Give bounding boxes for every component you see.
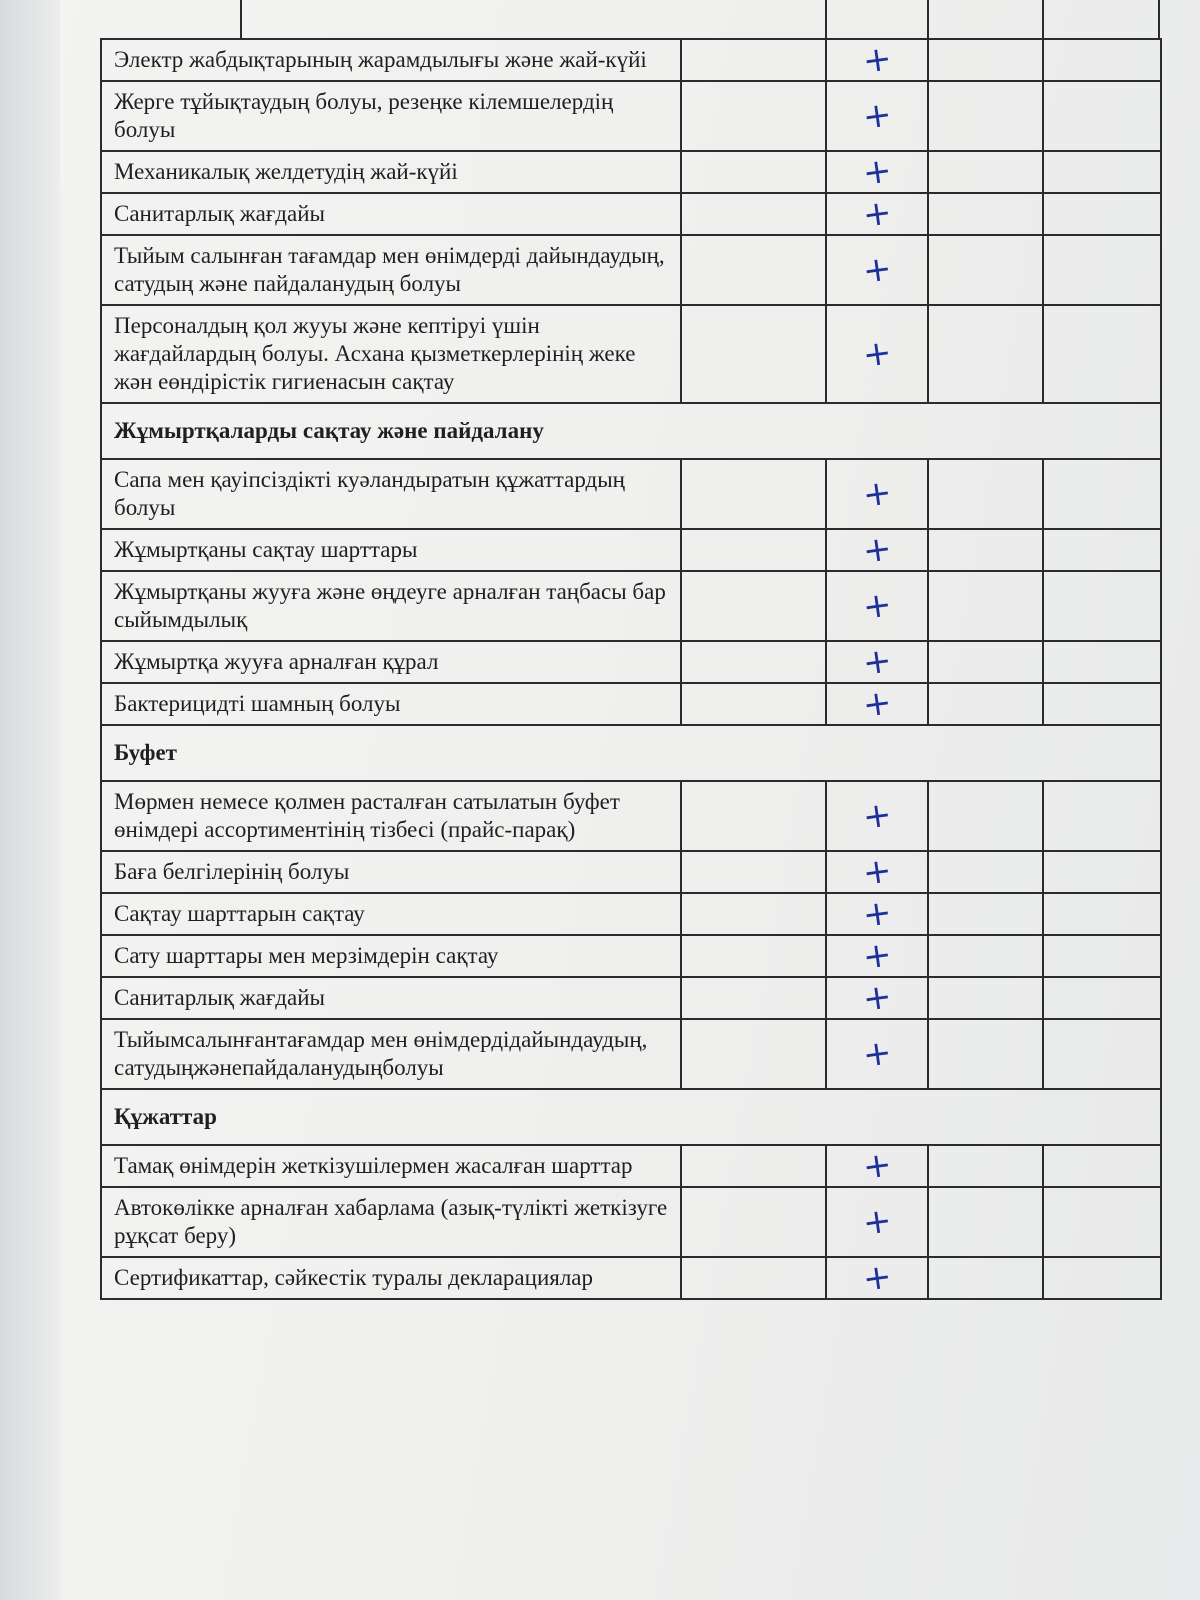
empty-cell — [681, 977, 826, 1019]
criterion-text: Бактерицидті шамның болуы — [101, 683, 681, 725]
check-cell — [826, 571, 928, 641]
empty-cell — [681, 571, 826, 641]
check-cell — [826, 781, 928, 851]
empty-cell — [1043, 1187, 1161, 1257]
empty-cell — [928, 1257, 1043, 1299]
handwritten-plus-mark: + — [860, 38, 894, 82]
empty-cell — [1043, 851, 1161, 893]
criterion-text: Санитарлық жағдайы — [101, 977, 681, 1019]
checklist-row — [101, 305, 1161, 403]
check-cell — [826, 1019, 928, 1089]
empty-cell — [681, 1187, 826, 1257]
check-cell — [826, 1257, 928, 1299]
check-cell — [826, 151, 928, 193]
criterion-text: Жұмыртқаны жууға және өңдеуге арналған таңбасы бар сыйымдылық — [101, 571, 681, 641]
section-row — [101, 403, 1161, 459]
empty-cell — [681, 529, 826, 571]
empty-cell — [681, 151, 826, 193]
check-cell — [826, 235, 928, 305]
criterion-text: Механикалық желдетудің жай-күйі — [101, 151, 681, 193]
empty-cell — [928, 1187, 1043, 1257]
check-cell — [826, 529, 928, 571]
empty-cell — [1043, 39, 1161, 81]
empty-cell — [681, 305, 826, 403]
empty-cell — [1043, 935, 1161, 977]
empty-cell — [928, 151, 1043, 193]
empty-cell — [928, 81, 1043, 151]
empty-cell — [681, 459, 826, 529]
empty-cell — [1043, 781, 1161, 851]
empty-cell — [681, 1019, 826, 1089]
criterion-text: Жұмыртқаны сақтау шарттары — [101, 529, 681, 571]
criterion-text: Автокөлікке арналған хабарлама (азық-түлікті жеткізуге рұқсат беру) — [101, 1187, 681, 1257]
empty-cell — [681, 1145, 826, 1187]
section-row — [101, 725, 1161, 781]
criterion-text: Мөрмен немесе қолмен расталған сатылатын буфет өнімдері ассортиментінің тізбесі (прайс-парақ) — [101, 781, 681, 851]
criterion-text: Сату шарттары мен мерзімдерін сақтау — [101, 935, 681, 977]
empty-cell — [1043, 529, 1161, 571]
criterion-text: Тыйымсалынғантағамдар мен өнімдердідайындаудың, сатудыңжәнепайдаланудыңболуы — [101, 1019, 681, 1089]
handwritten-plus-mark: + — [860, 976, 894, 1020]
empty-cell — [1043, 1257, 1161, 1299]
checklist-body — [101, 39, 1161, 1299]
check-cell — [826, 459, 928, 529]
empty-cell — [928, 977, 1043, 1019]
empty-cell — [928, 851, 1043, 893]
checklist-row — [101, 1145, 1161, 1187]
empty-cell — [681, 641, 826, 683]
empty-cell — [1043, 1145, 1161, 1187]
handwritten-plus-mark: + — [860, 528, 894, 572]
section-heading: Буфет — [101, 725, 1161, 781]
empty-cell — [928, 641, 1043, 683]
empty-cell — [681, 683, 826, 725]
empty-cell — [681, 235, 826, 305]
empty-cell — [928, 781, 1043, 851]
checklist-row — [101, 1257, 1161, 1299]
empty-cell — [928, 193, 1043, 235]
empty-cell — [681, 781, 826, 851]
criterion-text: Электр жабдықтарының жарамдылығы және жай-күйі — [101, 39, 681, 81]
empty-cell — [928, 935, 1043, 977]
section-heading: Құжаттар — [101, 1089, 1161, 1145]
empty-cell — [681, 1257, 826, 1299]
empty-cell — [1043, 459, 1161, 529]
empty-cell — [1043, 571, 1161, 641]
check-cell — [826, 977, 928, 1019]
criterion-text: Сақтау шарттарын сақтау — [101, 893, 681, 935]
empty-cell — [681, 193, 826, 235]
handwritten-plus-mark: + — [860, 850, 894, 894]
criterion-text: Жұмыртқа жууға арналған құрал — [101, 641, 681, 683]
check-cell — [826, 81, 928, 151]
check-cell — [826, 893, 928, 935]
criterion-text: Жерге тұйықтаудың болуы, резеңке кілемшелердің болуы — [101, 81, 681, 151]
page-edge-shadow — [0, 0, 60, 1600]
empty-cell — [928, 571, 1043, 641]
check-cell — [826, 305, 928, 403]
checklist-row — [101, 193, 1161, 235]
handwritten-plus-mark: + — [860, 1256, 894, 1300]
empty-cell — [1043, 683, 1161, 725]
handwritten-plus-mark: + — [860, 584, 894, 628]
check-cell — [826, 193, 928, 235]
checklist-row — [101, 977, 1161, 1019]
checklist-row — [101, 81, 1161, 151]
check-cell — [826, 683, 928, 725]
empty-cell — [681, 935, 826, 977]
empty-cell — [681, 39, 826, 81]
empty-cell — [928, 1019, 1043, 1089]
check-cell — [826, 1145, 928, 1187]
check-cell — [826, 851, 928, 893]
check-cell — [826, 935, 928, 977]
handwritten-plus-mark: + — [860, 1144, 894, 1188]
checklist-row — [101, 851, 1161, 893]
empty-cell — [1043, 235, 1161, 305]
empty-cell — [928, 459, 1043, 529]
criterion-text: Сертификаттар, сәйкестік туралы декларациялар — [101, 1257, 681, 1299]
checklist-row — [101, 151, 1161, 193]
checklist-row — [101, 893, 1161, 935]
checklist-row — [101, 529, 1161, 571]
empty-cell — [1043, 977, 1161, 1019]
checklist-row — [101, 1019, 1161, 1089]
checklist-row — [101, 935, 1161, 977]
handwritten-plus-mark: + — [860, 248, 894, 292]
empty-cell — [1043, 193, 1161, 235]
empty-cell — [928, 529, 1043, 571]
empty-cell — [1043, 151, 1161, 193]
empty-cell — [1043, 641, 1161, 683]
criterion-text: Тыйым салынған тағамдар мен өнімдерді дайындаудың, сатудың және пайдаланудың болуы — [101, 235, 681, 305]
empty-cell — [681, 81, 826, 151]
section-heading: Жұмыртқаларды сақтау және пайдалану — [101, 403, 1161, 459]
check-cell — [826, 39, 928, 81]
handwritten-plus-mark: + — [860, 794, 894, 838]
checklist-row — [101, 571, 1161, 641]
criterion-text: Баға белгілерінің болуы — [101, 851, 681, 893]
criterion-text: Санитарлық жағдайы — [101, 193, 681, 235]
handwritten-plus-mark: + — [860, 150, 894, 194]
handwritten-plus-mark: + — [860, 1200, 894, 1244]
empty-cell — [1043, 893, 1161, 935]
checklist-row — [101, 641, 1161, 683]
check-cell — [826, 641, 928, 683]
criterion-text: Тамақ өнімдерін жеткізушілермен жасалған шарттар — [101, 1145, 681, 1187]
empty-cell — [928, 893, 1043, 935]
section-row — [101, 1089, 1161, 1145]
empty-cell — [928, 1145, 1043, 1187]
empty-cell — [928, 305, 1043, 403]
handwritten-plus-mark: + — [860, 682, 894, 726]
checklist-row — [101, 781, 1161, 851]
criterion-text: Персоналдың қол жууы және кептіруі үшін жағдайлардың болуы. Асхана қызметкерлерінің жеке жән еөндірістік гигиенасын сақтау — [101, 305, 681, 403]
handwritten-plus-mark: + — [860, 1032, 894, 1076]
criterion-text: Сапа мен қауіпсіздікті куәландыратын құжаттардың болуы — [101, 459, 681, 529]
handwritten-plus-mark: + — [860, 892, 894, 936]
checklist-table — [100, 38, 1162, 1300]
empty-cell — [928, 235, 1043, 305]
handwritten-plus-mark: + — [860, 640, 894, 684]
handwritten-plus-mark: + — [860, 332, 894, 376]
empty-cell — [681, 851, 826, 893]
checklist-row — [101, 459, 1161, 529]
table-top-continuation — [100, 0, 1160, 38]
checklist-row — [101, 235, 1161, 305]
checklist-row — [101, 683, 1161, 725]
empty-cell — [1043, 81, 1161, 151]
check-cell — [826, 1187, 928, 1257]
empty-cell — [1043, 1019, 1161, 1089]
handwritten-plus-mark: + — [860, 94, 894, 138]
handwritten-plus-mark: + — [860, 934, 894, 978]
handwritten-plus-mark: + — [860, 192, 894, 236]
checklist-row — [101, 1187, 1161, 1257]
checklist-row — [101, 39, 1161, 81]
empty-cell — [681, 893, 826, 935]
empty-cell — [928, 683, 1043, 725]
empty-cell — [1043, 305, 1161, 403]
handwritten-plus-mark: + — [860, 472, 894, 516]
empty-cell — [928, 39, 1043, 81]
